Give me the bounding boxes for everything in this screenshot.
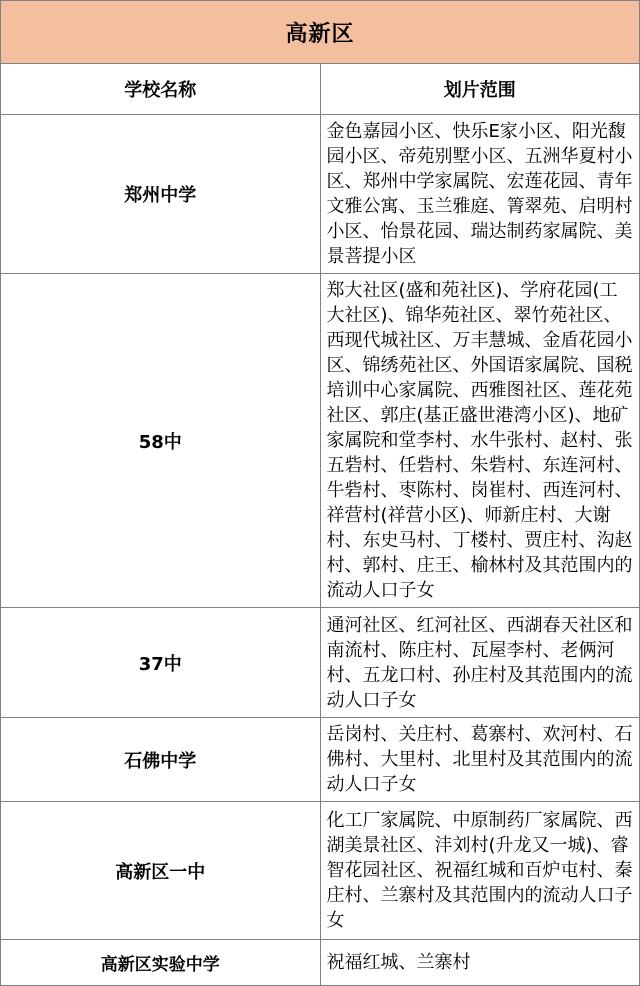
table-row <box>1 802 640 940</box>
area-range: 郑大社区(盛和苑社区)、学府花园(工大社区)、锦华苑社区、翠竹苑社区、西现代城社区、万丰慧城、金盾花园小区、锦绣苑社区、外国语家属院、国税培训中心家属院、西雅图社区、莲花苑社区、郭庄(基正盛世港湾小区)、地矿家属院和堂李村、水牛张村、赵村、张五砦村、任砦村、朱砦村、东连河村、牛砦村、枣陈村、岗崔村、西连河村、祥营村(祥营小区)、师新庄村、大谢村、东史马村、丁楼村、贾庄村、沟赵村、郭村、庄王、榆林村及其范围内的流动人口子女 <box>320 274 640 608</box>
area-range: 祝福红城、兰寨村 <box>320 940 640 986</box>
area-range: 金色嘉园小区、快乐E家小区、阳光馥园小区、帝苑别墅小区、五洲华夏村小区、郑州中学家属院、宏莲花园、青年文雅公寓、玉兰雅庭、箐翠苑、启明村小区、怡景花园、瑞达制药家属院、美景菩提小区 <box>320 115 640 274</box>
school-name: 58中 <box>1 274 321 608</box>
area-range: 通河社区、红河社区、西湖春天社区和南流村、陈庄村、瓦屋李村、老俩河村、五龙口村、孙庄村及其范围内的流动人口子女 <box>320 608 640 718</box>
school-name: 高新区一中 <box>1 802 321 940</box>
area-range: 化工厂家属院、中原制药厂家属院、西湖美景社区、沣刘村(升龙又一城)、睿智花园社区、祝福红城和百炉屯村、秦庄村、兰寨村及其范围内的流动人口子女 <box>320 802 640 940</box>
school-name-header: 学校名称 <box>1 64 321 115</box>
table-row <box>1 608 640 718</box>
table-row <box>1 274 640 608</box>
table-row <box>1 940 640 986</box>
table-row <box>1 115 640 274</box>
table-row <box>1 718 640 802</box>
title-row <box>1 1 640 64</box>
school-name: 石佛中学 <box>1 718 321 802</box>
header-row <box>1 64 640 115</box>
area-range: 岳岗村、关庄村、葛寨村、欢河村、石佛村、大里村、北里村及其范围内的流动人口子女 <box>320 718 640 802</box>
school-name: 高新区实验中学 <box>1 940 321 986</box>
school-name: 郑州中学 <box>1 115 321 274</box>
school-name: 37中 <box>1 608 321 718</box>
district-title: 高新区 <box>1 1 640 64</box>
area-range-header: 划片范围 <box>320 64 640 115</box>
